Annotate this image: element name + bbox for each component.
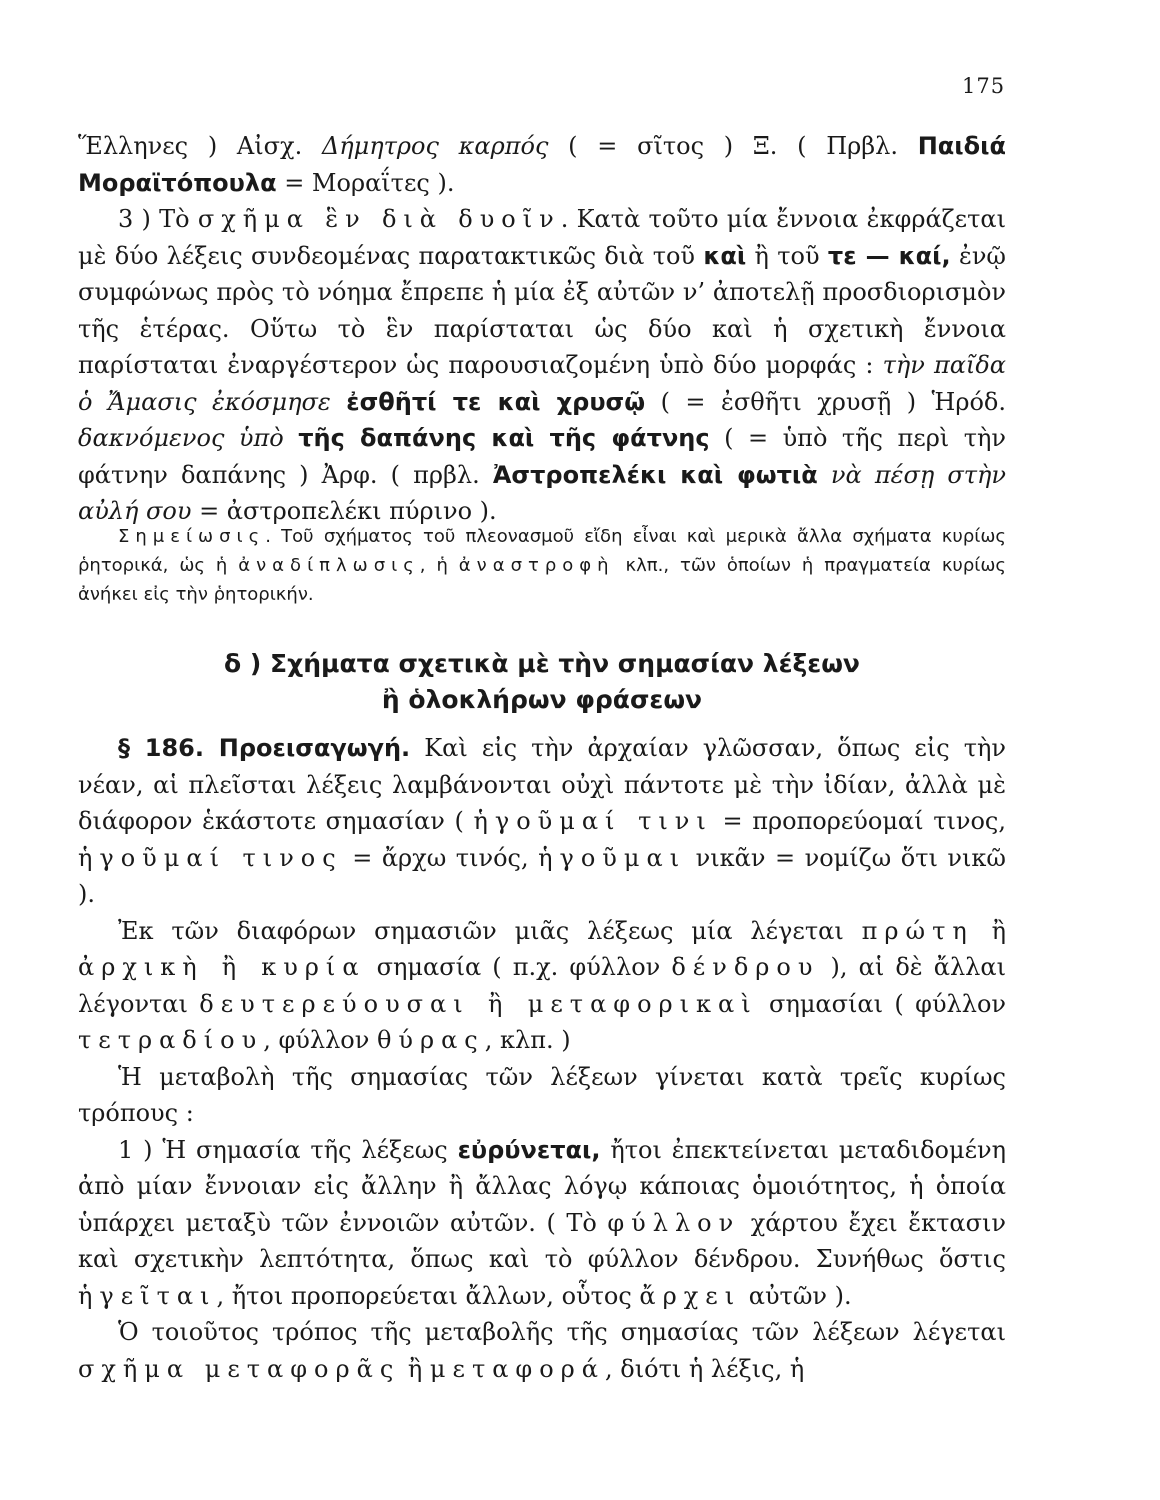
text-run: σχῆμα ἓν διὰ δυοῖν	[197, 205, 561, 233]
top-text-block	[78, 128, 1006, 530]
text-run: Ἕλληνες ) Αἰσχ.	[78, 132, 322, 160]
text-run: χάρτου ἔχει ἔκτασιν καὶ σχετικὴν λεπτότητα, ὅπως καὶ τὸ φύλλον δένδρου. Συνήθως ὅστις	[78, 1208, 1006, 1273]
text-run: φύλλον	[607, 1208, 741, 1237]
text-run: , διότι ἡ λέξις, ἡ	[605, 1354, 805, 1383]
paragraph-three-ways	[78, 1059, 1006, 1132]
text-run: νικᾶν = νομίζω ὅτι νικῶ ).	[78, 843, 1006, 908]
text-run: ἀρχικὴ ἢ κυρία	[78, 953, 366, 981]
text-run: ἡγοῦμαί τινος	[78, 843, 343, 872]
text-run: Παιδιά Μοραϊτόπουλα	[78, 132, 1006, 197]
text-run: Δήμητρος καρπός	[321, 132, 549, 160]
text-run: 1 ) Ἡ σημασία τῆς λέξεως	[118, 1135, 458, 1164]
text-run: = Μοραΐτες ).	[276, 168, 455, 197]
text-run: = προπορεύομαί τινος,	[712, 807, 1006, 835]
text-run	[331, 388, 346, 416]
section-186-body	[78, 730, 1006, 1387]
text-run: ἤτοι ἐπεκτείνεται μεταδιδομένη ἀπὸ μίαν ἔννοιαν εἰς ἄλλην ἢ ἄλλας λόγῳ κάποιας ὁμοιότητος, ἡ ὁποία ὑπάρχει μεταξὺ τῶν ἐννοιῶν αὐτῶν. ( Τὸ	[78, 1135, 1006, 1237]
text-run: ἀναδίπλωσις	[238, 555, 420, 576]
text-run: , φύλλον	[263, 1026, 377, 1054]
text-run: , ἡ	[419, 555, 459, 576]
text-run	[284, 424, 299, 452]
text-run: ἐνῷ συμφώνως πρὸς τὸ νόημα ἔπρεπε ἡ μία ἐξ αὐτῶν ν’ ἀποτελῇ προσδιορισμὸν τῆς ἑτέρας. Οὕτω τὸ ἓν παρίσταται ὡς δύο καὶ ἡ σχετικὴ ἔννοια παρίσταται ἐναργέστερον ὡς παρουσιαζομένη ὑπὸ δύο μορφάς :	[78, 241, 1006, 379]
text-run: τε — καί,	[827, 241, 951, 270]
text-run: = ἄρχω τινός,	[342, 843, 539, 872]
text-run: σχῆμα μεταφορᾶς	[78, 1354, 401, 1383]
text-run: ἢ τοῦ	[746, 241, 828, 270]
paragraph-widening	[78, 1132, 1006, 1315]
text-run: δένδρου	[671, 953, 820, 981]
text-run: Ἐκ τῶν διαφόρων σημασιῶν μιᾶς λέξεως μία λέγεται	[118, 916, 862, 945]
text-run: ἀναστροφὴ	[458, 555, 615, 576]
text-run: δακνόμενος ὑπὸ	[78, 424, 284, 452]
text-run: ( = σῖτος ) Ξ. ( Πρβλ.	[548, 132, 918, 160]
text-run: ( = ἐσθῆτι χρυσῇ ) Ἡρόδ.	[645, 387, 1006, 416]
text-run: ἢ	[400, 1354, 430, 1383]
text-run: ἢ	[973, 916, 1007, 945]
text-run: αὐτῶν ).	[741, 1281, 852, 1310]
text-run: εὐρύνεται,	[457, 1135, 601, 1164]
text-run: καὶ	[703, 241, 747, 270]
note-paragraph	[78, 522, 1006, 609]
text-run: Ἀστροπελέκι καὶ φωτιὰ	[492, 460, 818, 489]
section-heading	[78, 646, 1006, 718]
text-run: νὰ πέσῃ στὴν αὐλή σου	[78, 460, 1006, 525]
text-run: τετραδίου	[78, 1026, 264, 1054]
paragraph-primary-secondary-meanings	[78, 913, 1006, 1059]
paragraph-introduction	[78, 730, 1006, 913]
text-run: . Τοῦ σχήματος τοῦ πλεονασμοῦ εἴδη εἶναι καὶ μερικὰ ἄλλα σχήματα κυρίως ῥητορικά, ὡς ἡ	[78, 526, 1006, 576]
text-run: , κλπ. )	[484, 1026, 571, 1054]
text-run: πρώτη	[861, 916, 974, 945]
text-run: σημασίαι ( φύλλον	[757, 989, 1006, 1018]
paragraph-continuation	[78, 128, 1006, 201]
text-run: Καὶ εἰς τὴν ἀρχαίαν γλῶσσαν, ὅπως εἰς τὴν νέαν, αἱ πλεῖσται λέξεις λαμβάνονται οὐχὶ πάντοτε μὲ τὴν ἰδίαν, ἀλλὰ μὲ διάφορον ἑκάστοτε σημασίαν (	[78, 734, 1006, 835]
section-heading-line-1: δ ) Σχήματα σχετικὰ μὲ τὴν σημασίαν λέξεων	[224, 649, 860, 678]
text-run: δευτερεύουσαι ἢ μεταφορικαὶ	[199, 989, 758, 1018]
text-run: ), αἱ δὲ ἄλλαι λέγονται	[78, 953, 1006, 1018]
text-run: . Κατὰ τοῦτο μία ἔννοια ἐκφράζεται μὲ δύο λέξεις συνδεομένας παρατακτικῶς διὰ τοῦ	[78, 205, 1006, 270]
text-run: Ἡ μεταβολὴ τῆς σημασίας τῶν λέξεων γίνεται κατὰ τρεῖς κυρίως τρόπους :	[78, 1062, 1006, 1127]
text-run: θύρας	[376, 1026, 485, 1054]
paragraph-metaphor	[78, 1314, 1006, 1387]
text-run: κλπ., τῶν ὁποίων ἡ πραγματεία κυρίως ἀνήκει εἰς τὴν ῥητορικήν.	[78, 555, 1006, 605]
text-run: ἡγεῖται	[78, 1281, 217, 1310]
text-run: Σημείωσις	[118, 526, 266, 547]
text-run: ( = ὑπὸ τῆς περὶ τὴν φάτνην δαπάνης ) Ἀρφ. ( πρβλ.	[78, 424, 1006, 489]
text-run	[818, 461, 831, 489]
text-run: σημασία ( π.χ. φύλλον	[365, 953, 672, 981]
text-run: , ἤτοι προπορεύεται ἄλλων, οὗτος	[216, 1281, 640, 1310]
text-run: = ἀστροπελέκι πύρινο ).	[191, 497, 497, 525]
page-number: 175	[962, 74, 1006, 98]
text-run: ἐσθῆτί τε καὶ χρυσῷ	[346, 387, 646, 416]
text-run: μεταφορά	[429, 1354, 605, 1383]
text-run: § 186. Προεισαγωγή.	[118, 734, 411, 762]
section-heading-line-2: ἢ ὁλοκλήρων φράσεων	[381, 685, 703, 714]
text-run: τὴν παῖδα ὁ Ἄμασις ἐκόσμησε	[78, 351, 1007, 416]
text-run: ἡγοῦμαι	[538, 843, 687, 872]
text-run: Ὁ τοιοῦτος τρόπος τῆς μεταβολῆς τῆς σημασίας τῶν λέξεων λέγεται	[118, 1318, 1006, 1346]
text-run: 3 ) Τὸ	[118, 205, 198, 233]
text-run: ἡγοῦμαί τινι	[473, 807, 713, 835]
paragraph-figure-hendiadys	[78, 201, 1006, 530]
text-run: τῆς δαπάνης καὶ τῆς φάτνης	[298, 424, 710, 452]
text-run: ἄρχει	[639, 1281, 742, 1310]
